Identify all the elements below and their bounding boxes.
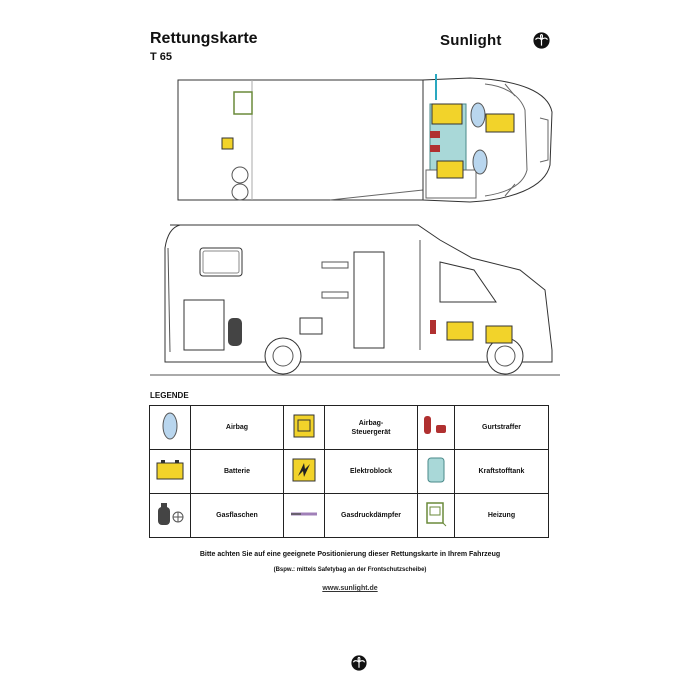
heater-icon [425,501,447,527]
legend-row [150,494,549,538]
legend-label-belt-tensioner: Gurtstraffer [455,406,549,450]
legend-label-fuel-tank: Kraftstofftank [455,450,549,494]
legend-label-battery: Batterie [191,450,284,494]
electro-block-icon [292,458,316,482]
legend-label-airbag-control: Airbag- Steuergerät [325,406,418,450]
page-title: Rettungskarte [150,30,258,47]
legend-title: LEGENDE [150,391,189,400]
legend-label-gas-strut: Gasdruckdämpfer [325,494,418,538]
legend-label-gas-bottle: Gasflaschen [191,494,284,538]
brand-name: Sunlight [440,32,502,49]
gas-strut-icon [289,509,319,519]
legend-row [150,450,549,494]
legend-label-electro-block: Elektroblock [325,450,418,494]
legend-label-heater: Heizung [455,494,549,538]
airbag-control-unit-icon [293,414,315,438]
positioning-note: Bitte achten Sie auf eine geeignete Positionierung dieser Rettungskarte in Ihrem Fahrzeug [199,551,501,558]
positioning-subnote: (Bspw.: mittels Safetybag an der Frontschutzscheibe) [273,567,427,573]
side-view [150,225,560,375]
palm-logo-icon [351,655,367,671]
gas-bottle-icon [155,501,185,527]
battery-icon [156,460,184,480]
model-label: T 65 [150,51,173,63]
legend-table [149,405,549,538]
belt-tensioner-icon [422,415,450,437]
legend-row [150,406,549,450]
airbag-icon [160,411,180,441]
fuel-tank-icon [426,456,446,484]
website-link[interactable]: www.sunlight.de [322,585,378,592]
legend-label-airbag: Airbag [191,406,284,450]
